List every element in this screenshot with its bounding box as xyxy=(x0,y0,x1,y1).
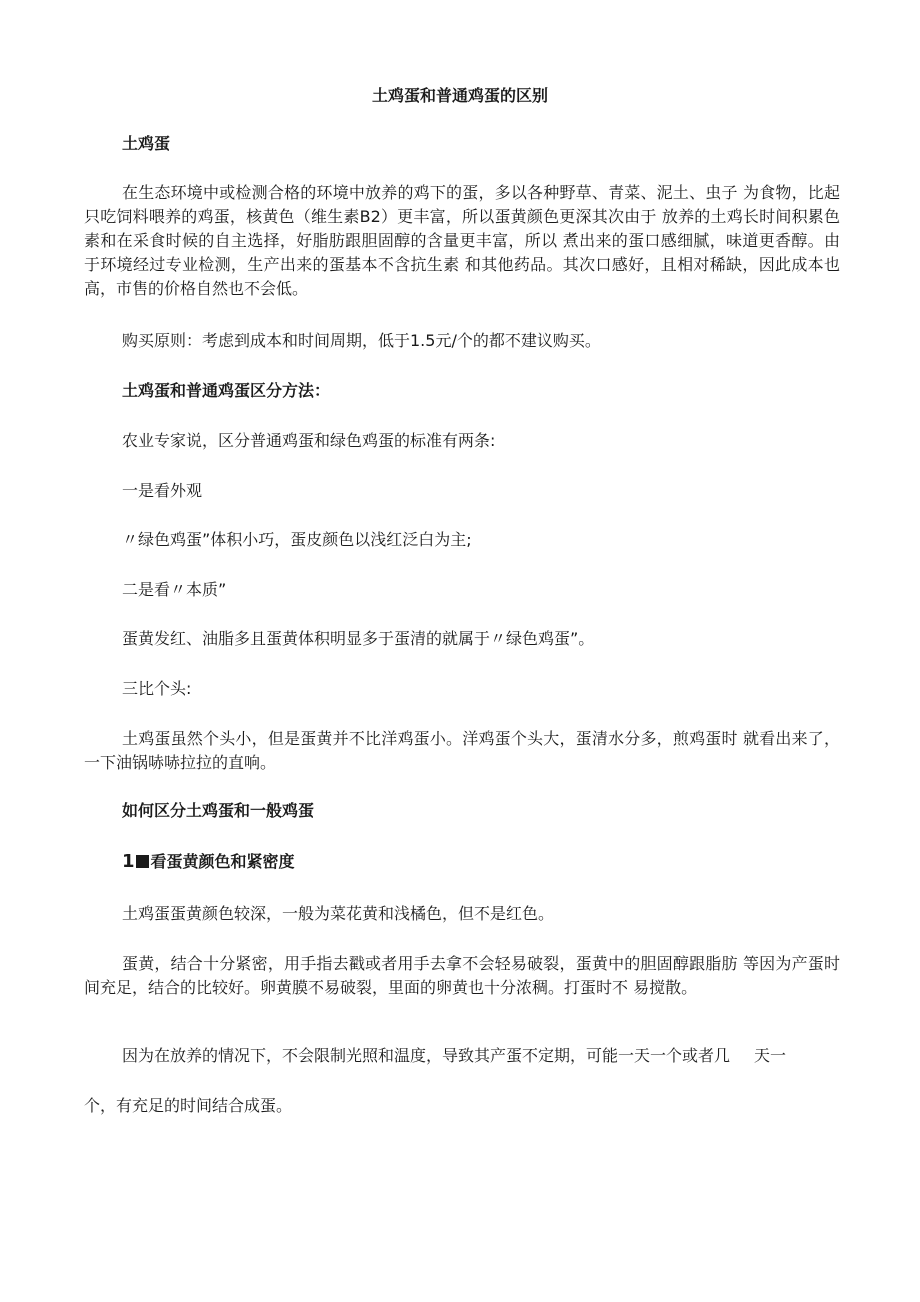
paragraph-appearance: 〃绿色鸡蛋”体积小巧，蛋皮颜色以浅红泛白为主; xyxy=(122,530,472,549)
paragraph-size: 土鸡蛋虽然个头小，但是蛋黄并不比洋鸡蛋小。洋鸡蛋个头大，蛋清水分多，煎鸡蛋时 就看出来了，一下油锅哧哧拉拉的直响。 xyxy=(84,729,840,772)
subheading-number: 1 xyxy=(122,851,135,872)
section-heading-methods: 土鸡蛋和普通鸡蛋区分方法： xyxy=(122,381,331,400)
page-title: 土鸡蛋和普通鸡蛋的区别 xyxy=(371,86,548,105)
paragraph-yolk-color: 土鸡蛋蛋黄颜色较深，一般为菜花黄和浅橘色，但不是红色。 xyxy=(122,904,555,923)
section-heading-distinguish: 如何区分土鸡蛋和一般鸡蛋 xyxy=(122,801,315,820)
paragraph-method-one: 一是看外观 xyxy=(122,481,203,500)
paragraph-essence: 蛋黄发红、油脂多且蛋黄体积明显多于蛋清的就属于〃绿色鸡蛋”。 xyxy=(122,629,595,648)
square-bullet-icon xyxy=(136,855,149,868)
paragraph-free-range xyxy=(84,1044,840,1068)
paragraph-method-two: 二是看〃本质” xyxy=(122,580,227,599)
subheading-yolk-text: 看蛋黄颜色和紧密度 xyxy=(150,852,295,871)
section-heading-tujidan: 土鸡蛋 xyxy=(122,134,171,153)
paragraph-purchase-principle: 购买原则：考虑到成本和时间周期，低于1.5元/个的都不建议购买。 xyxy=(122,331,601,350)
paragraph-yolk-tightness: 蛋黄，结合十分紧密，用手指去戳或者用手去拿不会轻易破裂，蛋黄中的胆固醇跟脂肪 等因为产蛋时间充足，结合的比较好。卵黄膜不易破裂，里面的卵黄也十分浓稠。打蛋时不 易搅散。 xyxy=(84,954,840,997)
paragraph-expert: 农业专家说，区分普通鸡蛋和绿色鸡蛋的标准有两条: xyxy=(122,431,496,450)
subheading-yolk xyxy=(84,850,840,874)
paragraph-free-range-part2: 天一 xyxy=(754,1046,787,1065)
paragraph-method-three: 三比个头: xyxy=(122,679,192,698)
paragraph-free-range-end: 个，有充足的时间结合成蛋。 xyxy=(84,1096,293,1115)
paragraph-intro: 在生态环境中或检测合格的环境中放养的鸡下的蛋，多以各种野草、青菜、泥土、虫子 为食物，比起只吃饲料喂养的鸡蛋，核黄色（维生素B2）更丰富，所以蛋黄颜色更深其次由于 放养的土鸡长时间积累色素和在采食时候的自主选择，好脂肪跟胆固醇的含量更丰富，所以 煮出来的蛋口感细腻，味道更香醇。由于环境经过专业检测，生产出来的蛋基本不含抗生素 和其他药品。其次口感好，且相对稀缺，因此成本也高，市售的价格自然也不会低。 xyxy=(84,183,840,298)
paragraph-free-range-part1: 因为在放养的情况下，不会限制光照和温度，导致其产蛋不定期，可能一天一个或者几 xyxy=(122,1046,731,1065)
